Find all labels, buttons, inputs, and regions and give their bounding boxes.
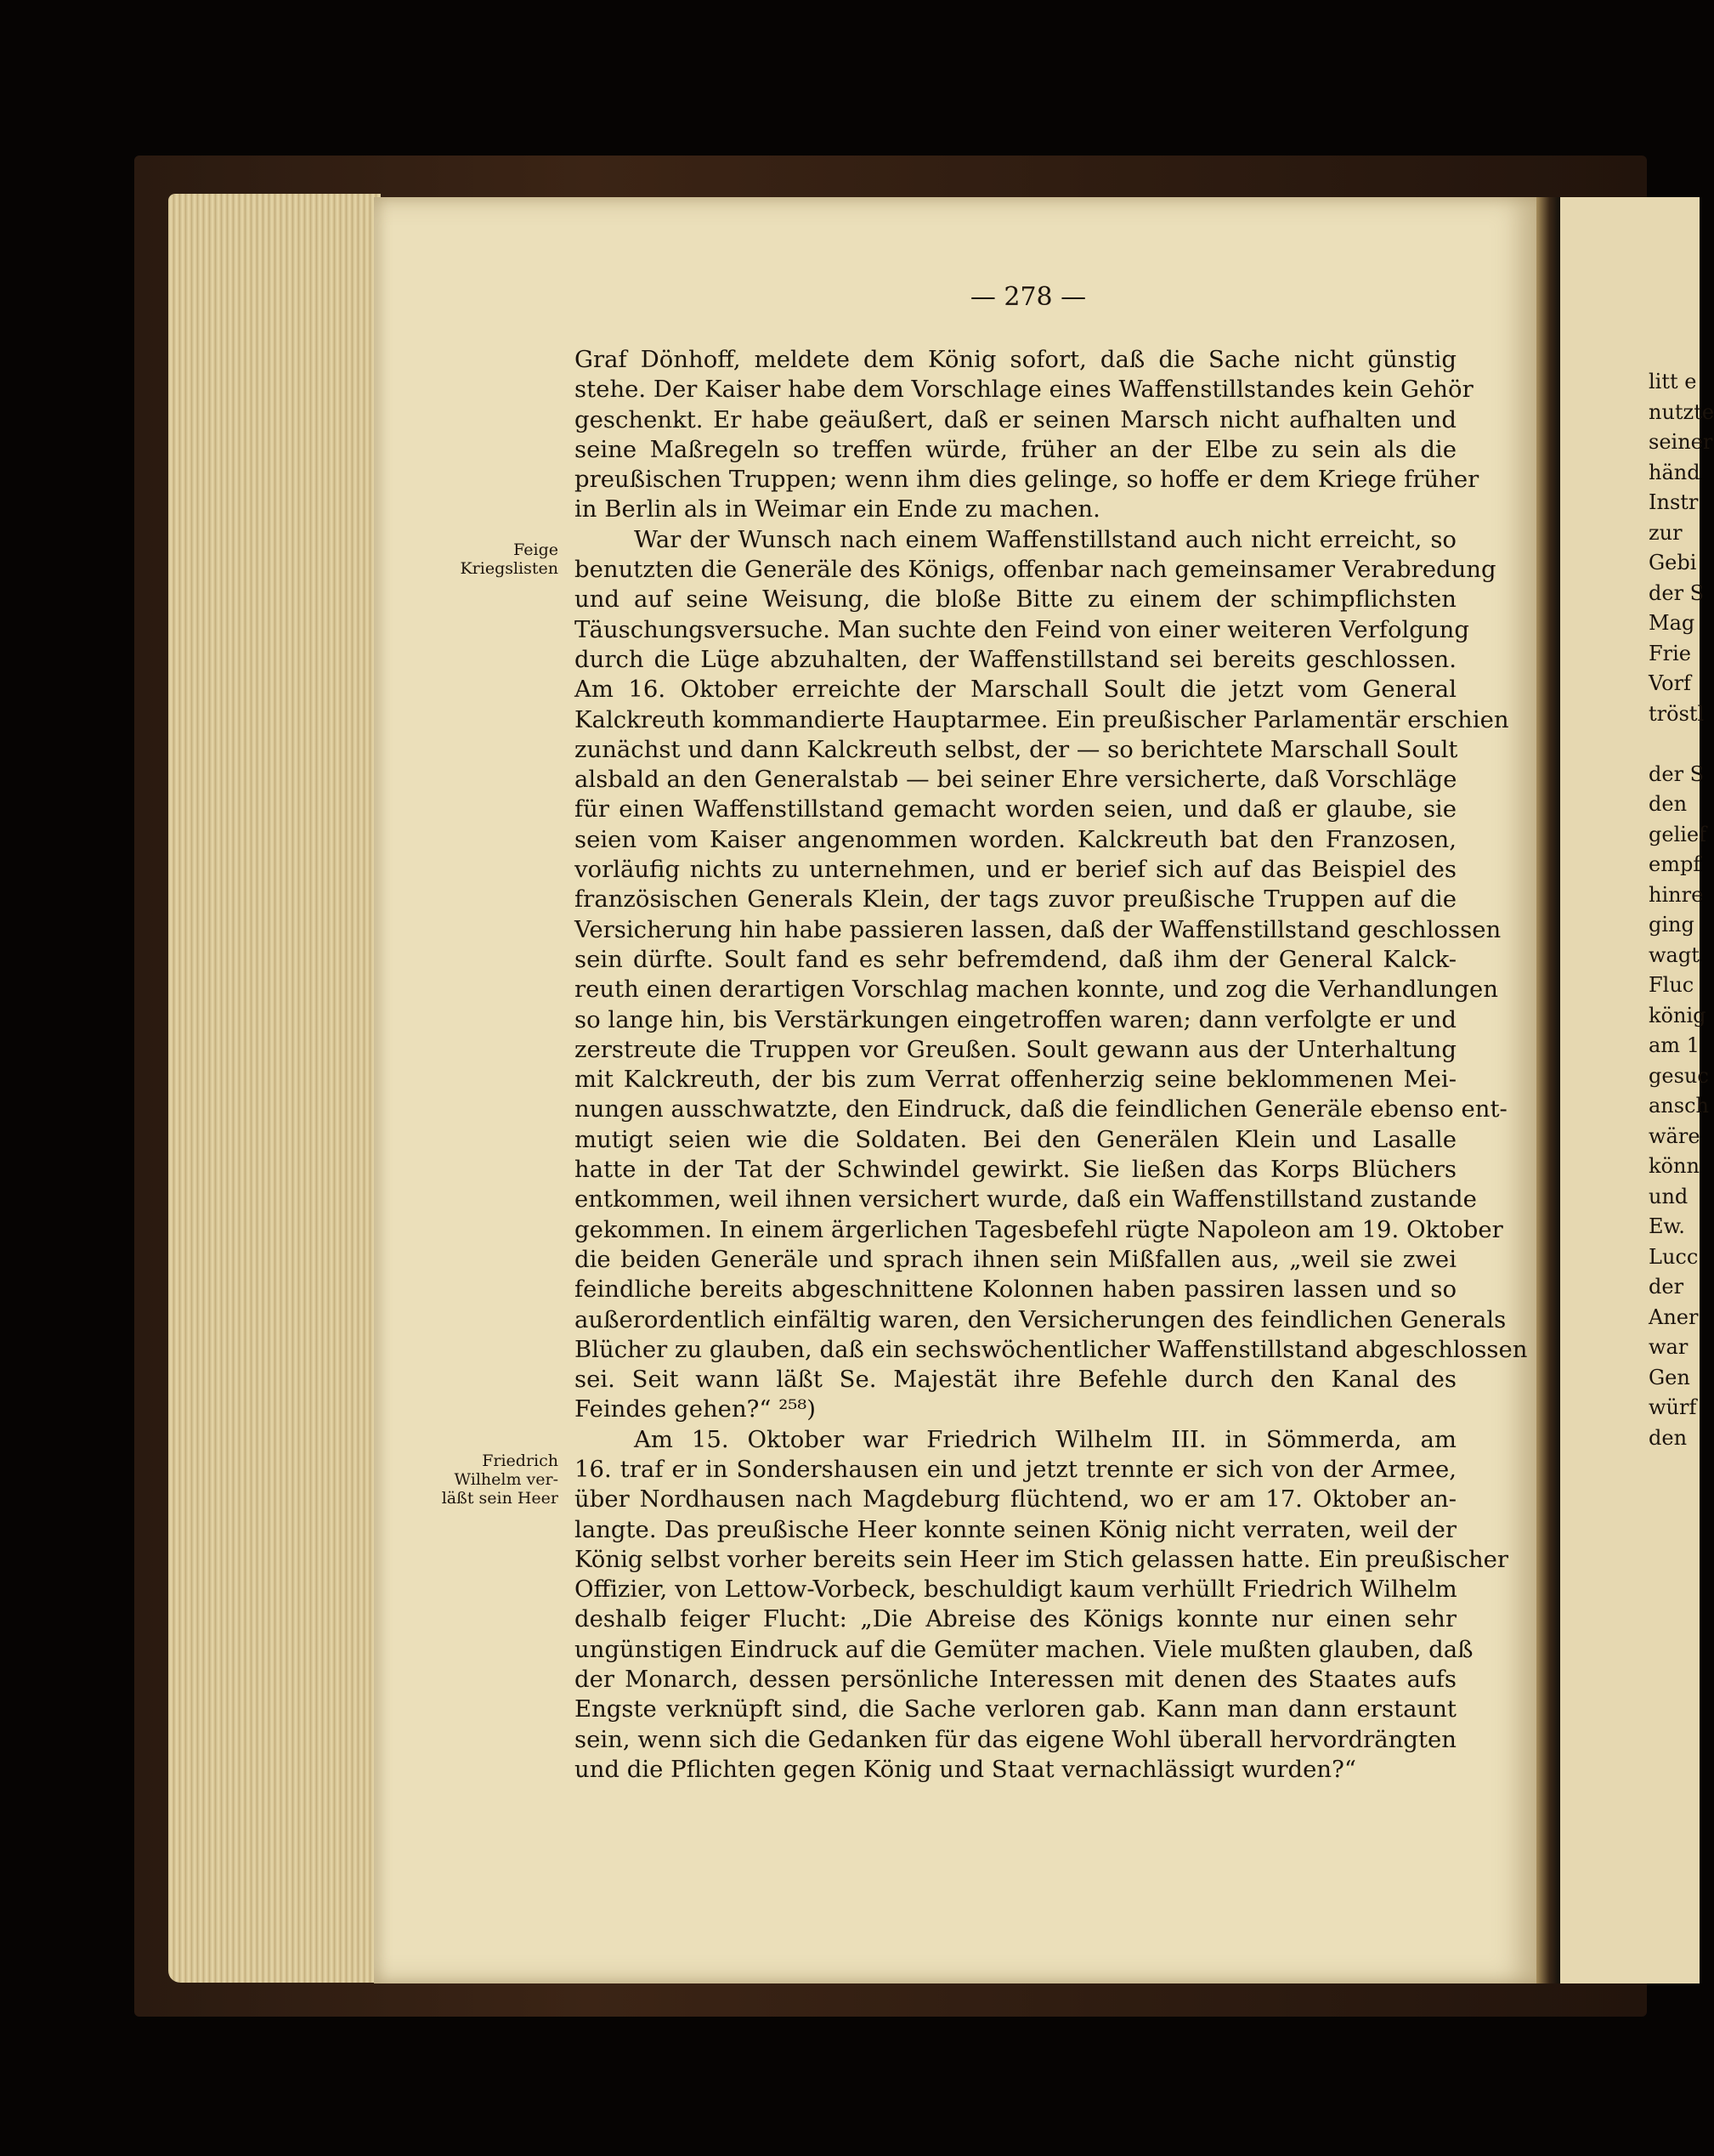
right-page-fragment: könig [1649,1003,1706,1027]
body-text [574,345,1528,1785]
right-page-fragment: gesuc [1649,1063,1709,1088]
text-line: alsbald an den Generalstab — bei seiner Ehre versicherte, daß Vorschläge [574,766,1457,794]
right-page-fragment: nutzte [1649,399,1714,424]
right-page-fragment: gelief [1649,822,1707,846]
right-page-fragment: empf [1649,852,1701,876]
text-line: für einen Waffenstillstand gemacht worden seien, und daß er glaube, sie [574,795,1457,823]
right-page-fragment: Ew. [1649,1214,1685,1238]
right-page-fragment: der S [1649,761,1705,786]
right-page-fragment: der [1649,1275,1684,1299]
text-line: Am 15. Oktober war Friedrich Wilhelm III. in Sömmerda, am [634,1425,1457,1453]
text-line: entkommen, weil ihnen versichert wurde, daß ein Waffenstillstand zustande [574,1186,1477,1214]
margin-note-line: Friedrich [482,1451,558,1470]
right-page-fragment: Instr [1649,490,1699,514]
text-line: Versicherung hin habe passieren lassen, daß der Waffenstillstand geschlossen [574,915,1502,943]
text-line: Kalckreuth kommandierte Hauptarmee. Ein preußischer Parlamentär erschien [574,705,1509,733]
right-page-fragment: litt e [1649,370,1697,393]
text-line: feindliche bereits abgeschnittene Kolonnen haben passiren lassen und so [574,1276,1457,1304]
right-page-fragment: den [1649,792,1688,816]
text-line: sei. Seit wann läßt Se. Majestät ihre Befehle durch den Kanal des [574,1366,1457,1394]
text-line: die beiden Generäle und sprach ihnen sein Mißfallen aus, „weil sie zwei [574,1245,1457,1273]
text-line: gekommen. In einem ärgerlichen Tagesbefehl rügte Napoleon am 19. Oktober [574,1215,1503,1243]
right-page-fragment: Vorf [1649,671,1691,695]
text-line: hatte in der Tat der Schwindel gewirkt. Sie ließen das Korps Blüchers [574,1156,1457,1184]
text-line: Täuschungsversuche. Man suchte den Feind von einer weiteren Verfolgung [574,615,1469,643]
right-page-fragment: wäre [1649,1123,1700,1148]
text-line: König selbst vorher bereits sein Heer im Stich gelassen hatte. Ein preußischer [574,1545,1509,1573]
text-line: mit Kalckreuth, der bis zum Verrat offenherzig seine beklommenen Mei- [574,1066,1457,1094]
right-page-fragment: den [1649,1425,1688,1450]
text-line: in Berlin als in Weimar ein Ende zu machen. [574,495,1100,523]
text-line: Graf Dönhoff, meldete dem König sofort, daß die Sache nicht günstig [574,346,1457,373]
text-line: Blücher zu glauben, daß ein sechswöchentlicher Waffenstillstand abgeschlossen [574,1335,1528,1363]
text-line: benutzten die Generäle des Königs, offenbar nach gemeinsamer Verabredung [574,556,1496,584]
text-line: über Nordhausen nach Magdeburg flüchtend, wo er am 17. Oktober an- [574,1485,1457,1514]
text-line: preußischen Truppen; wenn ihm dies gelinge, so hoffe er dem Kriege früher [574,466,1479,494]
right-page-fragment: der S [1649,580,1705,605]
right-page-fragment: Lucc [1649,1244,1699,1269]
margin-note-line: läßt sein Heer [441,1489,558,1508]
text-line: langte. Das preußische Heer konnte seinen König nicht verraten, weil der [574,1515,1457,1543]
text-line: ungünstigen Eindruck auf die Gemüter machen. Viele mußten glauben, daß [574,1635,1474,1663]
right-page-fragment: wagt [1649,942,1700,967]
right-page-fragment: händ [1649,460,1700,484]
right-page-fragment: Mag [1649,611,1695,635]
text-line: sein, wenn sich die Gedanken für das eigene Wohl überall hervordrängten [574,1725,1457,1753]
right-page-fragment: Gebi [1649,551,1697,574]
text-line: Feindes gehen?“ ²⁵⁸) [574,1395,817,1423]
margin-note-line: Feige [513,540,558,559]
text-line: War der Wunsch nach einem Waffenstillstand auch nicht erreicht, so [634,525,1457,553]
text-line: seien vom Kaiser angenommen worden. Kalckreuth bat den Franzosen, [574,825,1457,853]
right-page-fragment: würf [1649,1395,1697,1419]
right-page-fragment: Fluc [1649,973,1694,997]
text-line: Offizier, von Lettow-Vorbeck, beschuldigt kaum verhüllt Friedrich Wilhelm [574,1576,1457,1604]
margin-note-line: Wilhelm ver- [454,1470,558,1489]
text-line: vorläufig nichts zu unternehmen, und er berief sich auf das Beispiel des [574,856,1457,884]
text-line: mutigt seien wie die Soldaten. Bei den Generälen Klein und Lasalle [574,1125,1457,1153]
text-line: stehe. Der Kaiser habe dem Vorschlage eines Waffenstillstandes kein Gehör [574,376,1474,404]
text-line: seine Maßregeln so treffen würde, früher an der Elbe zu sein als die [574,435,1457,463]
margin-note-friedrich-wilhelm [414,1451,558,1508]
right-page-fragment: hinre [1649,882,1704,907]
right-page-fragment: Gen [1649,1365,1690,1389]
right-page-fragment: Aner [1649,1304,1699,1329]
text-line: 16. traf er in Sondershausen ein und jetzt trennte er sich von der Armee, [574,1455,1457,1483]
text-line: sein dürfte. Soult fand es sehr befremdend, daß ihm der General Kalck- [574,945,1457,973]
margin-note-feige-kriegslisten [414,540,558,578]
text-line: Am 16. Oktober erreichte der Marschall Soult die jetzt vom General [574,676,1457,704]
text-line: zerstreute die Truppen vor Greußen. Soult gewann aus der Unterhaltung [574,1035,1457,1063]
right-page-fragment: Frie [1649,641,1692,665]
text-line: und auf seine Weisung, die bloße Bitte zu einem der schimpflichsten [574,586,1457,614]
right-page-fragment: am 1 [1649,1033,1700,1057]
text-line: nungen ausschwatzte, den Eindruck, daß die feindlichen Generäle ebenso ent- [574,1095,1508,1123]
right-page-fragment: seiner [1649,430,1713,454]
text-line: durch die Lüge abzuhalten, der Waffenstillstand sei bereits geschlossen. [574,645,1457,673]
book-gutter [1536,197,1560,1983]
text-line: so lange hin, bis Verstärkungen eingetroffen waren; dann verfolgte er und [574,1005,1457,1033]
text-line: geschenkt. Er habe geäußert, daß er seinen Marsch nicht aufhalten und [574,405,1457,433]
right-page-fragment: und [1649,1184,1689,1208]
right-page-fragment: tröstl [1649,701,1705,726]
text-line: deshalb feiger Flucht: „Die Abreise des Königs konnte nur einen sehr [574,1605,1457,1633]
text-line: außerordentlich einfältig waren, den Versicherungen des feindlichen Generals [574,1305,1507,1333]
text-line: und die Pflichten gegen König und Staat vernachlässigt wurden?“ [574,1755,1356,1783]
page-number: — 278 — [970,282,1087,312]
text-line: reuth einen derartigen Vorschlag machen konnte, und zog die Verhandlungen [574,976,1499,1004]
page-edges [168,194,381,1983]
text-line: der Monarch, dessen persönliche Interessen mit denen des Staates aufs [574,1666,1457,1694]
right-page-fragment: könn [1649,1154,1700,1178]
right-page-fragment: war [1649,1335,1689,1359]
right-page-fragment: zur [1649,520,1683,545]
margin-note-line: Kriegslisten [460,559,558,578]
text-line: Engste verknüpft sind, die Sache verloren gab. Kann man dann erstaunt [574,1695,1457,1723]
right-page-fragment: ansch [1649,1094,1709,1118]
text-line: zunächst und dann Kalckreuth selbst, der — so berichtete Marschall Soult [574,735,1458,763]
right-page-fragment: ging [1649,913,1694,937]
text-line: französischen Generals Klein, der tags zuvor preußische Truppen auf die [574,886,1457,914]
